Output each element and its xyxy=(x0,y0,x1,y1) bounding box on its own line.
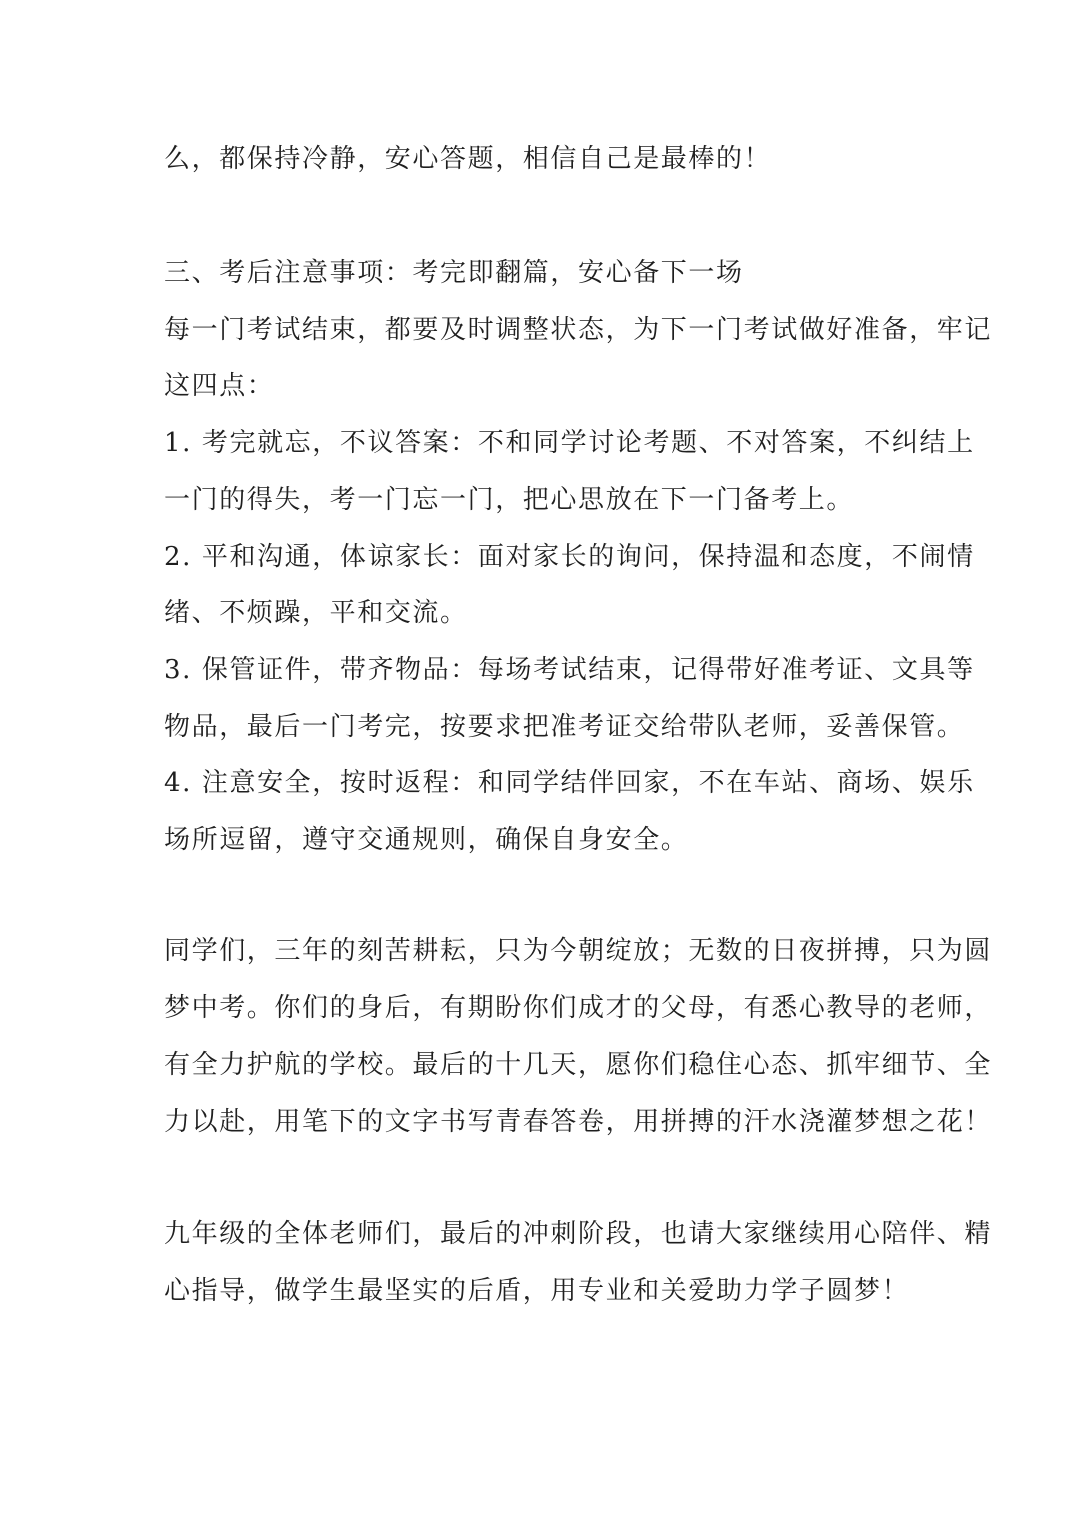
list-item-2-line-2: 绪、不烦躁，平和交流。 xyxy=(164,598,468,628)
teachers-message-line-1: 九年级的全体老师们，最后的冲刺阶段，也请大家继续用心陪伴、精 xyxy=(164,1219,993,1249)
students-message-line-3: 有全力护航的学校。最后的十几天，愿你们稳住心态、抓牢细节、全 xyxy=(164,1050,993,1080)
list-item-2-line-1: 2. 平和沟通，体谅家长：面对家长的询问，保持温和态度，不闹情 xyxy=(164,542,975,572)
list-item-4-line-1: 4. 注意安全，按时返程：和同学结伴回家，不在车站、商场、娱乐 xyxy=(164,768,975,798)
list-item-4-line-2: 场所逗留，遵守交通规则，确保自身安全。 xyxy=(164,825,689,855)
continuation-text-line: 么，都保持冷静，安心答题，相信自己是最棒的！ xyxy=(164,144,772,174)
section-3-intro-line-1: 每一门考试结束，都要及时调整状态，为下一门考试做好准备，牢记 xyxy=(164,315,993,345)
list-item-3-line-2: 物品，最后一门考完，按要求把准考证交给带队老师，妥善保管。 xyxy=(164,712,965,742)
list-item-1-line-1: 1. 考完就忘，不议答案：不和同学讨论考题、不对答案，不纠结上 xyxy=(164,428,975,458)
students-message-line-4: 力以赴，用笔下的文字书写青春答卷，用拼搏的汗水浇灌梦想之花！ xyxy=(164,1107,993,1137)
list-item-3-line-1: 3. 保管证件，带齐物品：每场考试结束，记得带好准考证、文具等 xyxy=(164,655,975,685)
section-3-intro-line-2: 这四点： xyxy=(164,371,275,401)
section-3-heading: 三、考后注意事项：考完即翻篇，安心备下一场 xyxy=(164,258,744,288)
teachers-message-line-2: 心指导，做学生最坚实的后盾，用专业和关爱助力学子圆梦！ xyxy=(164,1276,910,1306)
students-message-line-2: 梦中考。你们的身后，有期盼你们成才的父母，有悉心教导的老师， xyxy=(164,993,993,1023)
students-message-line-1: 同学们，三年的刻苦耕耘，只为今朝绽放；无数的日夜拼搏，只为圆 xyxy=(164,936,993,966)
list-item-1-line-2: 一门的得失，考一门忘一门，把心思放在下一门备考上。 xyxy=(164,485,855,515)
